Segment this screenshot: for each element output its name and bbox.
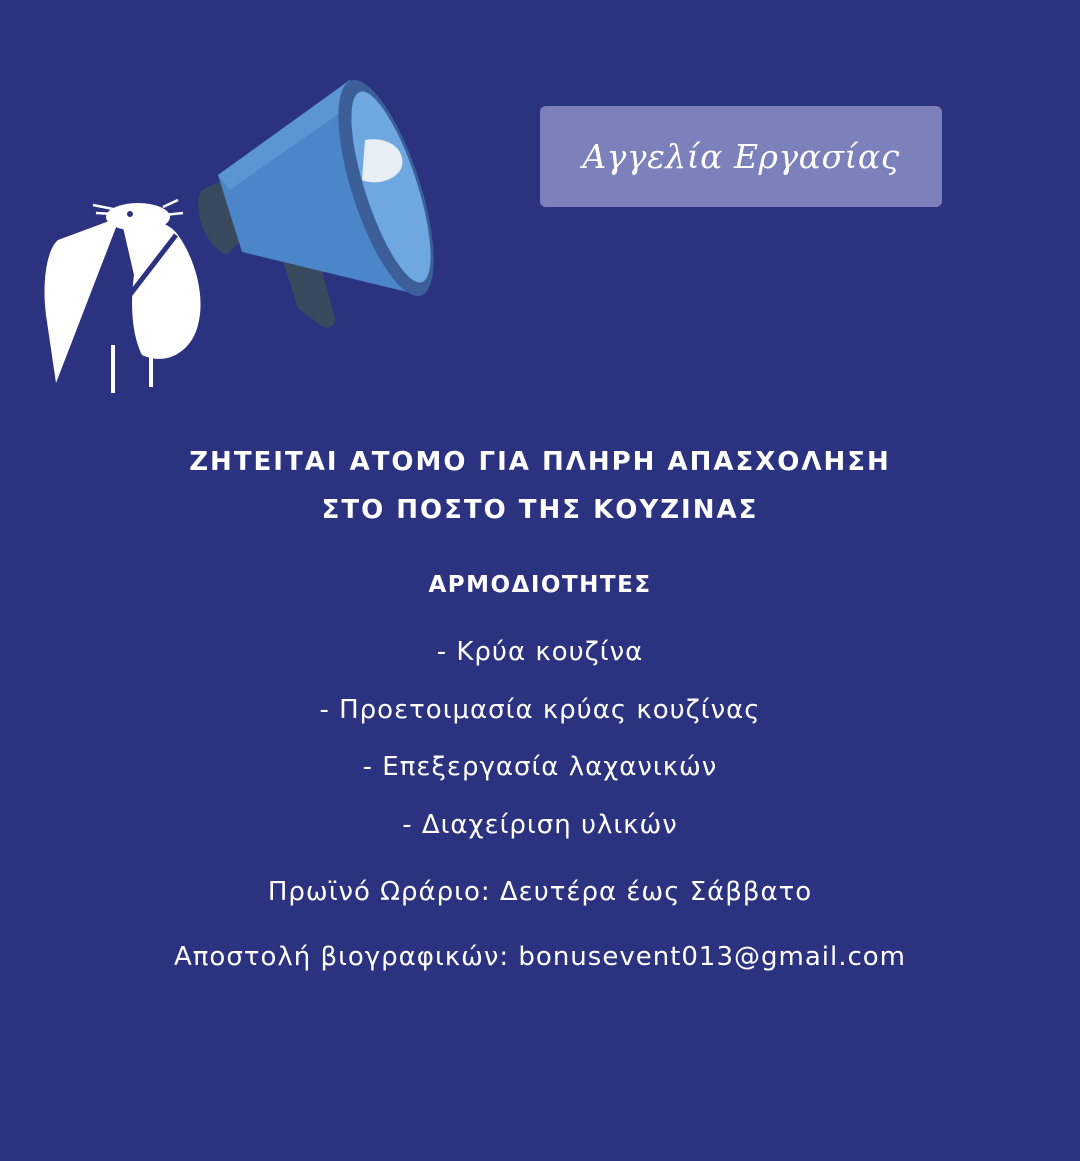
duty-item: - Διαχείριση υλικών — [402, 809, 678, 840]
job-ad-badge — [540, 106, 942, 207]
megaphone-icon — [190, 40, 460, 340]
duty-item: - Προετοιμασία κρύας κουζίνας — [319, 694, 761, 725]
contact-text: Αποστολή βιογραφικών: bonusevent013@gmail.com — [173, 942, 907, 972]
bird-logo-icon — [38, 195, 213, 400]
headline-line-1: ΖΗΤΕΙΤΑΙ ΑΤΟΜΟ ΓΙΑ ΠΛΗΡΗ ΑΠΑΣΧΟΛΗΣΗ — [189, 447, 891, 477]
duty-item: - Κρύα κουζίνα — [436, 637, 644, 667]
badge-label: Αγγελία Εργασίας — [582, 137, 900, 176]
duties-list — [0, 624, 1080, 854]
schedule-text: Πρωϊνό Ωράριο: Δευτέρα έως Σάββατο — [267, 877, 813, 907]
headline-line-2: ΣΤΟ ΠΟΣΤΟ ΤΗΣ ΚΟΥΖΙΝΑΣ — [321, 495, 759, 525]
duty-item: - Επεξεργασία λαχανικών — [362, 752, 718, 782]
headline — [0, 438, 1080, 534]
duties-title: ΑΡΜΟΔΙΟΤΗΤΕΣ — [428, 572, 652, 598]
